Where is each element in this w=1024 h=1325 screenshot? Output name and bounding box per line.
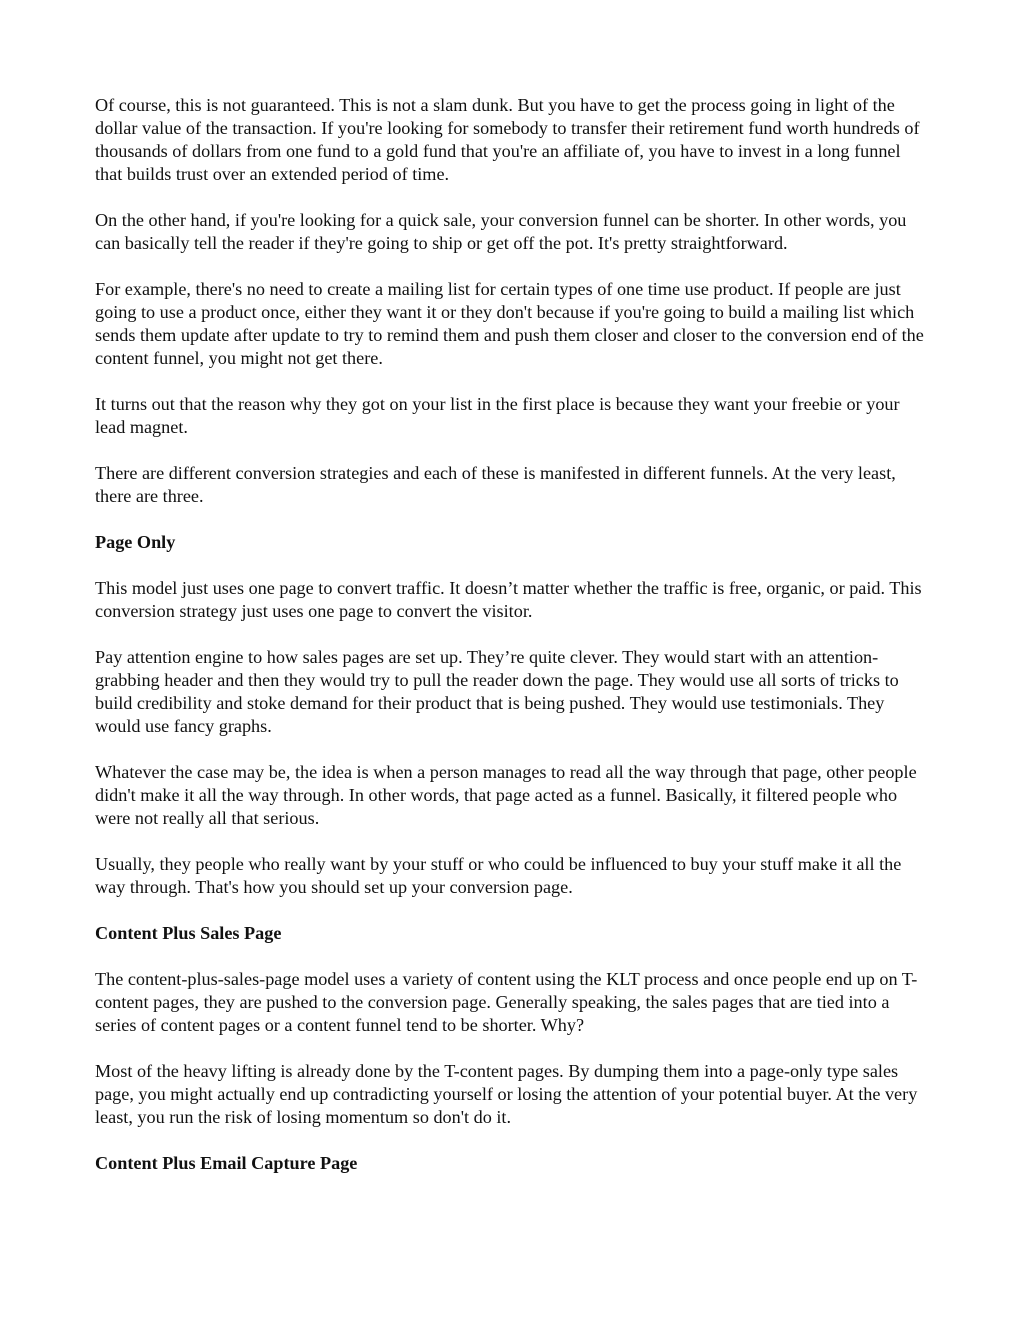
paragraph-11: Most of the heavy lifting is already done by the T-content pages. By dumping them into a page-only type sales page, you might actually end up contradicting yourself or losing the attention of your potential buyer. At the very least, you run the risk of losing momentum so don't do it.: [95, 1061, 918, 1127]
paragraph-8: Whatever the case may be, the idea is when a person manages to read all the way through that page, other people didn't make it all the way through. In other words, that page acted as a funnel. Basically, it filtered people who were not really all that serious.: [95, 762, 917, 828]
paragraph-6: This model just uses one page to convert traffic. It doesn’t matter whether the traffic is free, organic, or paid. This conversion strategy just uses one page to convert the visitor.: [95, 578, 922, 621]
heading-content-plus-sales-page: Content Plus Sales Page: [95, 923, 282, 943]
paragraph-10: The content-plus-sales-page model uses a variety of content using the KLT process and once people end up on T-content pages, they are pushed to the conversion page. Generally speaking, the sales pages that are tied into a series of content pages or a content funnel tend to be shorter. Why?: [95, 969, 918, 1035]
paragraph-7: Pay attention engine to how sales pages are set up. They’re quite clever. They would start with an attention-grabbing header and then they would try to pull the reader down the page. They would use all sorts of tricks to build credibility and stoke demand for their product that is being pushed. They would use testimonials. They would use fancy graphs.: [95, 647, 899, 736]
paragraph-3: For example, there's no need to create a mailing list for certain types of one time use product. If people are just going to use a product once, either they want it or they don't because if you're going to build a mailing list which sends them update after update to try to remind them and push them closer and closer to the conversion end of the content funnel, you might not get there.: [95, 279, 924, 368]
paragraph-1: Of course, this is not guaranteed. This is not a slam dunk. But you have to get the process going in light of the dollar value of the transaction. If you're looking for somebody to transfer their retirement fund worth hundreds of thousands of dollars from one fund to a gold fund that you're an affiliate of, you have to invest in a long funnel that builds trust over an extended period of time.: [95, 95, 920, 184]
paragraph-4: It turns out that the reason why they got on your list in the first place is because they want your freebie or your lead magnet.: [95, 394, 900, 437]
heading-content-plus-email-capture-page: Content Plus Email Capture Page: [95, 1153, 358, 1173]
paragraph-5: There are different conversion strategies and each of these is manifested in different funnels. At the very least, there are three.: [95, 463, 896, 506]
paragraph-2: On the other hand, if you're looking for a quick sale, your conversion funnel can be shorter. In other words, you can basically tell the reader if they're going to ship or get off the pot. It's pretty straightforward.: [95, 210, 907, 253]
paragraph-9: Usually, they people who really want by your stuff or who could be influenced to buy your stuff make it all the way through. That's how you should set up your conversion page.: [95, 854, 902, 897]
heading-page-only: Page Only: [95, 532, 176, 552]
document-page: [95, 94, 931, 1198]
